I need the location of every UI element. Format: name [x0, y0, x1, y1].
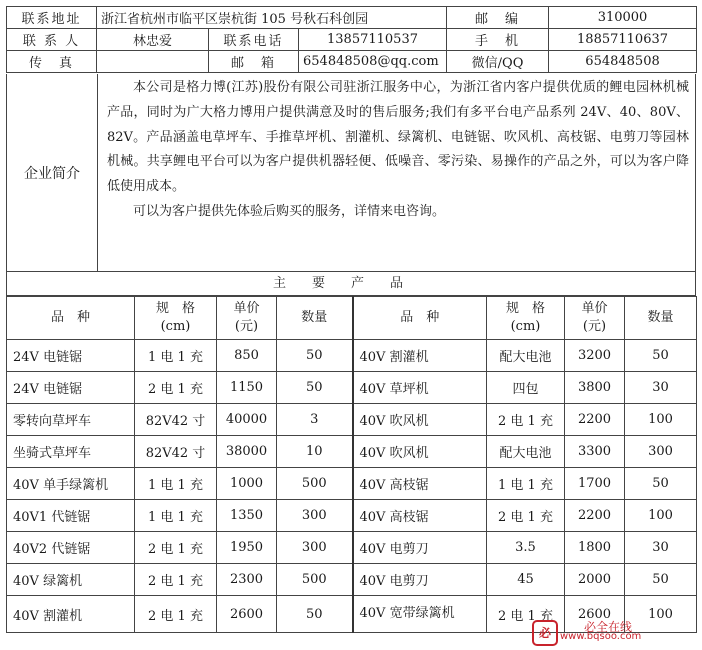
product-spec: 82V42 寸 — [135, 436, 217, 468]
products-header-row — [7, 297, 697, 340]
product-spec: 配大电池 — [487, 340, 565, 372]
product-price: 2600 — [565, 596, 625, 633]
product-qty: 50 — [625, 564, 697, 596]
product-spec: 1 电 1 充 — [135, 340, 217, 372]
product-price: 1000 — [217, 468, 277, 500]
product-price: 38000 — [217, 436, 277, 468]
phone-label: 联系电话 — [209, 29, 299, 51]
site-watermark — [532, 618, 672, 644]
product-price: 1350 — [217, 500, 277, 532]
table-row — [7, 372, 697, 404]
product-price: 1700 — [565, 468, 625, 500]
product-name: 坐骑式草坪车 — [7, 436, 135, 468]
header-price: 单价 (元) — [217, 297, 277, 340]
wechat-value: 654848508 — [549, 51, 697, 73]
intro-text — [107, 76, 689, 225]
product-qty: 500 — [277, 564, 353, 596]
product-spec: 2 电 1 充 — [135, 596, 217, 633]
phone-value: 13857110537 — [299, 29, 447, 51]
table-row — [7, 404, 697, 436]
product-price: 3800 — [565, 372, 625, 404]
product-name: 零转向草坪车 — [7, 404, 135, 436]
product-spec: 2 电 1 充 — [135, 564, 217, 596]
product-name: 40V 高枝锯 — [353, 500, 487, 532]
product-price: 2600 — [217, 596, 277, 633]
product-qty: 50 — [625, 340, 697, 372]
product-price: 850 — [217, 340, 277, 372]
product-spec: 2 电 1 充 — [135, 372, 217, 404]
product-qty: 10 — [277, 436, 353, 468]
product-spec: 配大电池 — [487, 436, 565, 468]
header-qty: 数量 — [277, 297, 353, 340]
company-intro — [6, 74, 696, 272]
product-name: 40V2 代链锯 — [7, 532, 135, 564]
header-name: 品 种 — [353, 297, 487, 340]
product-qty: 500 — [277, 468, 353, 500]
product-spec: 2 电 1 充 — [487, 404, 565, 436]
product-name: 40V 吹风机 — [353, 436, 487, 468]
product-name: 40V 宽带绿篱机 — [353, 596, 487, 633]
product-name: 40V 吹风机 — [353, 404, 487, 436]
product-spec: 45 — [487, 564, 565, 596]
watermark-url: www.bqsoo.com — [560, 631, 642, 642]
product-qty: 50 — [277, 372, 353, 404]
product-qty: 300 — [277, 500, 353, 532]
product-name: 40V 割灌机 — [7, 596, 135, 633]
table-row — [7, 564, 697, 596]
product-name: 40V 绿篱机 — [7, 564, 135, 596]
product-name: 40V 割灌机 — [353, 340, 487, 372]
product-spec: 1 电 1 充 — [135, 500, 217, 532]
product-name: 24V 电链锯 — [7, 372, 135, 404]
product-price: 2200 — [565, 500, 625, 532]
product-qty: 50 — [625, 468, 697, 500]
product-qty: 100 — [625, 500, 697, 532]
header-name: 品 种 — [7, 297, 135, 340]
product-spec: 82V42 寸 — [135, 404, 217, 436]
product-price: 2000 — [565, 564, 625, 596]
watermark-name: 必全在线 — [584, 620, 633, 634]
product-price: 1150 — [217, 372, 277, 404]
product-name: 40V 电剪刀 — [353, 564, 487, 596]
product-price: 1950 — [217, 532, 277, 564]
product-qty: 30 — [625, 532, 697, 564]
address-value: 浙江省杭州市临平区崇杭街 105 号秋石科创园 — [97, 7, 447, 29]
product-spec: 四包 — [487, 372, 565, 404]
intro-paragraph-1: 本公司是格力博(江苏)股份有限公司驻浙江服务中心，为浙江省内客户提供优质的鲤电园林机械产品，同时为广大格力博用户提供满意及时的售后服务;我们有多平台电产品系列 24V、40、80V、82V。产品涵盖电草坪车、手推草坪机、割灌机、绿篱机、电链锯、吹风机、高枝锯、电剪刀等园林机械。共享鲤电平台可以为客户提供机器轻便、低噪音、零污染、易操作的产品之外，可以为客户降低使用成本。 — [107, 80, 689, 195]
header-spec: 规 格 (cm) — [487, 297, 565, 340]
product-qty: 30 — [625, 372, 697, 404]
product-qty: 100 — [625, 404, 697, 436]
product-name: 40V 高枝锯 — [353, 468, 487, 500]
person-label: 联 系 人 — [7, 29, 97, 51]
product-price: 2300 — [217, 564, 277, 596]
address-label: 联系地址 — [7, 7, 97, 29]
product-name: 40V 草坪机 — [353, 372, 487, 404]
product-name: 40V 单手绿篱机 — [7, 468, 135, 500]
header-spec: 规 格 (cm) — [135, 297, 217, 340]
product-name: 40V1 代链锯 — [7, 500, 135, 532]
mobile-value: 18857110637 — [549, 29, 697, 51]
contact-table — [6, 6, 697, 73]
fax-value — [97, 51, 209, 73]
watermark-logo-icon: 必 — [532, 620, 558, 646]
table-row — [7, 436, 697, 468]
products-title: 主要产品 — [6, 272, 696, 296]
product-qty: 300 — [625, 436, 697, 468]
fax-label: 传 真 — [7, 51, 97, 73]
email-value: 654848508@qq.com — [299, 51, 447, 73]
wechat-label: 微信/QQ — [447, 51, 549, 73]
table-row — [7, 500, 697, 532]
product-qty: 100 — [625, 596, 697, 633]
intro-paragraph-2: 可以为客户提供先体验后购买的服务，详情来电咨询。 — [133, 203, 446, 219]
product-spec: 1 电 1 充 — [135, 468, 217, 500]
product-qty: 3 — [277, 404, 353, 436]
email-label: 邮 箱 — [209, 51, 299, 73]
product-name: 24V 电链锯 — [7, 340, 135, 372]
product-spec: 3.5 — [487, 532, 565, 564]
product-spec: 1 电 1 充 — [487, 468, 565, 500]
product-price: 2200 — [565, 404, 625, 436]
product-price: 3300 — [565, 436, 625, 468]
product-price: 3200 — [565, 340, 625, 372]
product-price: 1800 — [565, 532, 625, 564]
product-spec: 2 电 1 充 — [487, 500, 565, 532]
header-qty: 数量 — [625, 297, 697, 340]
table-row — [7, 468, 697, 500]
table-row — [7, 532, 697, 564]
product-price: 40000 — [217, 404, 277, 436]
product-qty: 300 — [277, 532, 353, 564]
product-spec: 2 电 1 充 — [487, 596, 565, 633]
products-table — [6, 296, 697, 633]
product-qty: 50 — [277, 596, 353, 633]
table-row — [7, 340, 697, 372]
postcode-value: 310000 — [549, 7, 697, 29]
intro-label: 企业简介 — [7, 74, 98, 271]
postcode-label: 邮 编 — [447, 7, 549, 29]
header-price: 单价 (元) — [565, 297, 625, 340]
product-qty: 50 — [277, 340, 353, 372]
product-spec: 2 电 1 充 — [135, 532, 217, 564]
product-name: 40V 电剪刀 — [353, 532, 487, 564]
person-value: 林忠爱 — [97, 29, 209, 51]
mobile-label: 手 机 — [447, 29, 549, 51]
